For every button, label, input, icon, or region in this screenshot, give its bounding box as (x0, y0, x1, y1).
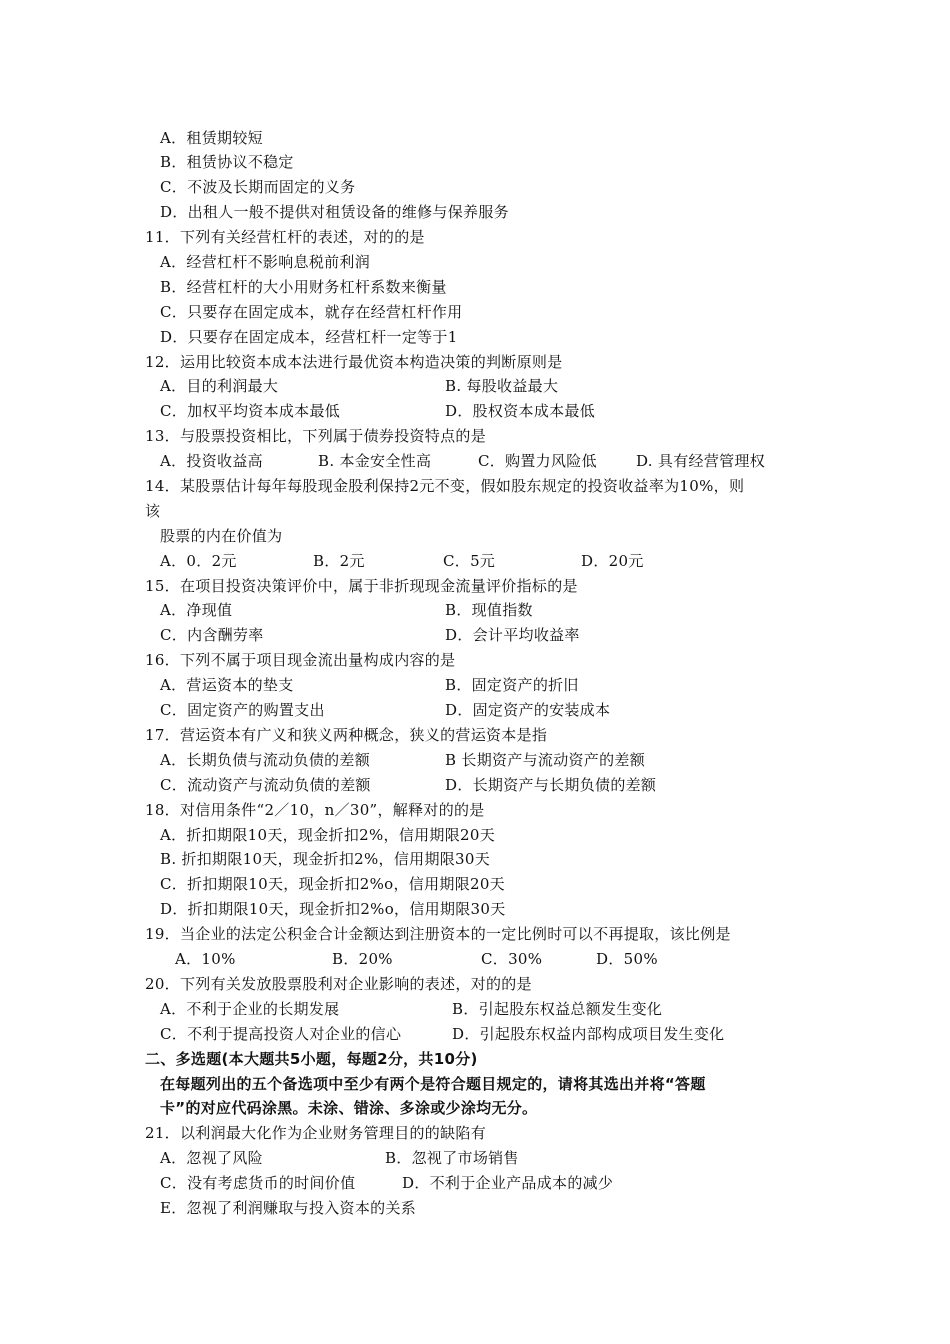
q10-b-text-1: B．租赁协议不稳定 (160, 153, 294, 171)
q14-abcd-line (0, 549, 950, 574)
q20-stem-text-1: 20．下列有关发放股票股利对企业影响的表述，对的的是 (145, 975, 532, 993)
q21-ab-line (0, 1146, 950, 1171)
q13-abcd-line (0, 449, 950, 474)
q16-cd-line (0, 698, 950, 723)
q19-stem-line (0, 922, 950, 947)
q21-e-text-1: E．忽视了利润赚取与投入资本的关系 (160, 1199, 417, 1217)
q21-ab-text-1: A．忽视了风险 (160, 1149, 263, 1167)
q13-abcd-text-4: D. 具有经营管理权 (636, 452, 766, 470)
q15-cd-text-2: D．会计平均收益率 (445, 626, 580, 644)
q14-stem2-text-1: 该 (145, 502, 161, 520)
q19-abcd-text-2: B．20% (332, 950, 393, 968)
sec2-title-line (0, 1047, 950, 1072)
q18-a-line (0, 823, 950, 848)
q13-abcd-text-2: B. 本金安全性高 (318, 452, 432, 470)
q16-ab-text-2: B．固定资产的折旧 (445, 676, 579, 694)
q11-a-line (0, 250, 950, 275)
q19-abcd-text-4: D．50% (596, 950, 658, 968)
q21-stem-text-1: 21．以利润最大化作为企业财务管理目的的缺陷有 (145, 1124, 486, 1142)
q20-cd-text-1: C．不利于提高投资人对企业的信心 (160, 1025, 402, 1043)
sec2-inst2-line (0, 1096, 950, 1121)
q16-stem-text-1: 16．下列不属于项目现金流出量构成内容的是 (145, 651, 456, 669)
q10-a-line (0, 126, 950, 151)
q17-ab-text-1: A．长期负债与流动负债的差额 (160, 751, 371, 769)
q12-ab-line (0, 374, 950, 399)
q18-stem-text-1: 18．对信用条件“2／10，n／30”，解释对的的是 (145, 801, 485, 819)
sec2-inst1-text-1: 在每题列出的五个备选项中至少有两个是符合题目规定的，请将其选出并将“答题 (160, 1075, 706, 1093)
q12-cd-line (0, 399, 950, 424)
q17-stem-line (0, 723, 950, 748)
q12-ab-text-1: A．目的利润最大 (160, 377, 279, 395)
q14-stem-line (0, 474, 950, 499)
q18-d-text-1: D．折扣期限10天，现金折扣2%o，信用期限30天 (160, 900, 506, 918)
q12-ab-text-2: B. 每股收益最大 (445, 377, 559, 395)
q11-stem-text-1: 11．下列有关经营杠杆的表述，对的的是 (145, 228, 425, 246)
q10-d-line (0, 200, 950, 225)
q16-cd-text-2: D．固定资产的安装成本 (445, 701, 611, 719)
q18-stem-line (0, 798, 950, 823)
q17-ab-text-2: B 长期资产与流动资产的差额 (445, 751, 645, 769)
q12-stem-line (0, 350, 950, 375)
q14-stem-text-1: 14．某股票估计每年每股现金股利保持2元不变，假如股东规定的投资收益率为10%，则 (145, 477, 745, 495)
q20-cd-text-2: D．引起股东权益内部构成项目发生变化 (452, 1025, 725, 1043)
q21-ab-text-2: B．忽视了市场销售 (385, 1149, 519, 1167)
q10-d-text-1: D．出租人一般不提供对租赁设备的维修与保养服务 (160, 203, 509, 221)
q12-stem-text-1: 12．运用比较资本成本法进行最优资本构造决策的判断原则是 (145, 353, 563, 371)
q14-abcd-text-3: C．5元 (443, 552, 496, 570)
q14-abcd-text-1: A．0．2元 (160, 552, 237, 570)
q18-b-text-1: B. 折扣期限10天，现金折扣2%，信用期限30天 (160, 850, 491, 868)
q12-cd-text-1: C．加权平均资本成本最低 (160, 402, 341, 420)
q19-abcd-line (0, 947, 950, 972)
q20-ab-text-2: B．引起股东权益总额发生变化 (452, 1000, 663, 1018)
q15-stem-text-1: 15．在项目投资决策评价中，属于非折现现金流量评价指标的是 (145, 577, 578, 595)
q17-cd-line (0, 773, 950, 798)
q18-c-line (0, 872, 950, 897)
q20-ab-text-1: A．不利于企业的长期发展 (160, 1000, 340, 1018)
q21-e-line (0, 1196, 950, 1221)
sec2-inst1-line (0, 1072, 950, 1097)
q15-cd-line (0, 623, 950, 648)
q11-c-line (0, 300, 950, 325)
q15-ab-text-2: B．现值指数 (445, 601, 533, 619)
q11-b-text-1: B．经营杠杆的大小用财务杠杆系数来衡量 (160, 278, 447, 296)
q14-abcd-text-4: D．20元 (581, 552, 644, 570)
q18-b-line (0, 847, 950, 872)
q10-c-text-1: C．不波及长期而固定的义务 (160, 178, 356, 196)
q18-d-line (0, 897, 950, 922)
q10-c-line (0, 175, 950, 200)
q21-cd-text-1: C．没有考虑货币的时间价值 (160, 1174, 356, 1192)
q20-ab-line (0, 997, 950, 1022)
q13-abcd-text-3: C．购置力风险低 (478, 452, 597, 470)
q11-a-text-1: A．经营杠杆不影响息税前利润 (160, 253, 371, 271)
q14-stem3-line (0, 524, 950, 549)
q19-abcd-text-3: C．30% (481, 950, 543, 968)
q10-a-text-1: A．租赁期较短 (160, 129, 263, 147)
q11-b-line (0, 275, 950, 300)
q17-ab-line (0, 748, 950, 773)
q21-cd-line (0, 1171, 950, 1196)
q15-stem-line (0, 574, 950, 599)
q10-b-line (0, 150, 950, 175)
q12-cd-text-2: D．股权资本成本最低 (445, 402, 596, 420)
q21-stem-line (0, 1121, 950, 1146)
q19-abcd-text-1: A．10% (175, 950, 236, 968)
q11-c-text-1: C．只要存在固定成本，就存在经营杠杆作用 (160, 303, 463, 321)
q16-ab-text-1: A．营运资本的垫支 (160, 676, 294, 694)
q14-stem3-text-1: 股票的内在价值为 (160, 527, 283, 545)
q17-cd-text-1: C．流动资产与流动负债的差额 (160, 776, 371, 794)
q13-abcd-text-1: A．投资收益高 (160, 452, 263, 470)
q13-stem-line (0, 424, 950, 449)
q15-ab-line (0, 598, 950, 623)
q13-stem-text-1: 13．与股票投资相比，下列属于债券投资特点的是 (145, 427, 486, 445)
q14-abcd-text-2: B．2元 (313, 552, 365, 570)
q11-d-text-1: D．只要存在固定成本，经营杠杆一定等于1 (160, 328, 458, 346)
q11-stem-line (0, 225, 950, 250)
sec2-inst2-text-1: 卡”的对应代码涂黑。未涂、错涂、多涂或少涂均无分。 (160, 1099, 538, 1117)
q18-a-text-1: A．折扣期限10天，现金折扣2%，信用期限20天 (160, 826, 496, 844)
q14-stem2-line (0, 499, 950, 524)
q16-stem-line (0, 648, 950, 673)
q17-cd-text-2: D．长期资产与长期负债的差额 (445, 776, 657, 794)
q18-c-text-1: C．折扣期限10天，现金折扣2%o，信用期限20天 (160, 875, 505, 893)
q11-d-line (0, 325, 950, 350)
q15-cd-text-1: C．内含酬劳率 (160, 626, 264, 644)
q20-stem-line (0, 972, 950, 997)
q20-cd-line (0, 1022, 950, 1047)
q19-stem-text-1: 19．当企业的法定公积金合计金额达到注册资本的一定比例时可以不再提取，该比例是 (145, 925, 731, 943)
sec2-title-text-1: 二、多选题(本大题共5小题，每题2分，共10分) (145, 1050, 478, 1068)
q17-stem-text-1: 17．营运资本有广义和狭义两种概念，狭义的营运资本是指 (145, 726, 548, 744)
q16-ab-line (0, 673, 950, 698)
q15-ab-text-1: A．净现值 (160, 601, 233, 619)
q21-cd-text-2: D．不利于企业产品成本的减少 (402, 1174, 614, 1192)
q16-cd-text-1: C．固定资产的购置支出 (160, 701, 325, 719)
